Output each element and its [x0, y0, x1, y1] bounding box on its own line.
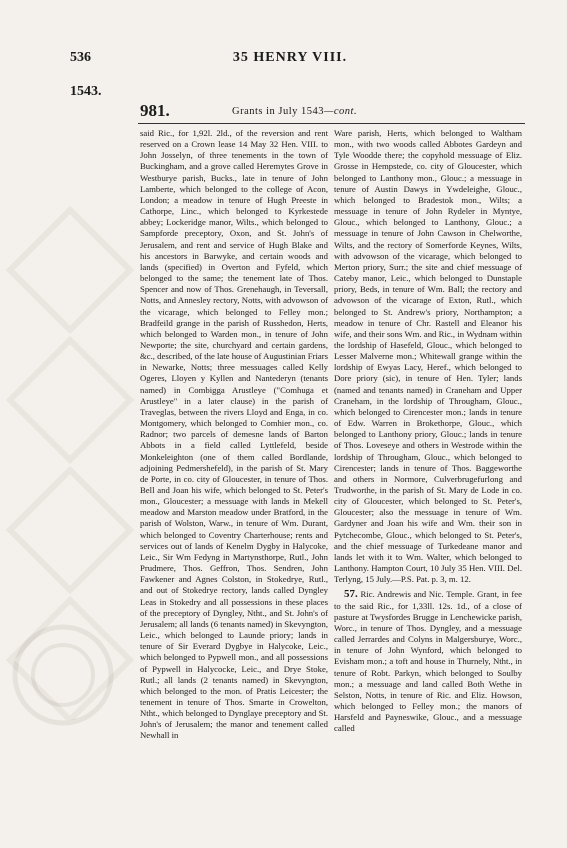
year-marker: 1543. — [70, 84, 102, 99]
seal-stamp — [8, 620, 118, 730]
left-column-text: said Ric., for 1,92l. 2ld., of the reversion and rent reserved on a Crown lease 14 May 32 Hen. VIII. to John Josselyn, of three tenements in the town of Buckingham, and a grove called Heremytes Grove in Westburye parish, Bucks., late in tenure of John Lamberte, which belonged to the college of Acon, London; a meadow in tenure of Hugh Preeste in Cathorpe, Linc., which belonged to Kyrkestede abbey; Lockeridge manor, Wilts., which belonged to Sampforde preceptory, Oxon, and St. John's of Jerusalem, and rent and service of Hugh Blake and his ancestors in Barwyke, and certain woods and lands (specified) in Overton and Fyfeld, which belonged to the same; the tenement late of Thos. Spencer and now of Thos. Grenehaugh, in Teversall, Notts, and Annesley rectory, Notts, with advowson of the vicarage, which belonged to Felley mon.; Bradfeild grange in the parish of Russhedon, Herts, which belonged to Warden mon., in tenure of John Newporte; the site, churchyard and certain gardens, &c., described, of the late house of Augustinian Friars in Newarke, Notts; three messuages called Kelly Ogeres, Lloyen y Kyllen and Nantederyn (tenants named) in Combigga Arustleye ("Comhuga et Arustleye" in a later clause) in the parish of Traveglas, between the rivers Lloyd and Enga, in co. Montgomery, which belonged to Comhier mon., co. Radnor; two parcels of demesne lands of Barton Abbots in a field called Lyttlefeld, beside Monkeleighton (one of them called Bordlande, adjoining Pedmershefeld), in the parish of St. Mary de Porte, in co. city of Gloucester, in tenure of Thos. Bell and Joan his wife, which belonged to St. Peter's mon., Gloucester; a messuage with lands in Mekell meadow and Marston meadow under Bratford, in the parish of Wolston, Warw., in tenure of Wm. Durant, which belonged to Coventry Charterhouse; rents and services out of lands of Kenelm Dygby in Halycoke, Leic., Sir Wm Fedyng in Martynsthorpe, Rutl., John Prudmere, Thos. Geffron, Thos. Sendren, John Fawkener and Agnes Colston, in Stokedrye, Rutl., and out of Stokedrye rectory, lands called Dyngley Leas in Stokedry and all possessions in these places of the preceptory of Dyngley, Ntht., and St. John's of Jerusalem; all lands (6 tenants named) in Skevyngton, Leic., which belonged to Launde priory; lands in tenure of Sir Everard Dygbye in Halycoke, Leic., which belonged to Pypwell mon., and all possessions of Pypwell in Halycocke, Leic., and Drye Stoke, Rutl.; all lands (2 tenants named) in Skevyngton, which belonged to the mon. of Pratis Leicester; the tenement in tenure of Thos. Smarte in Crowelton, Ntht., which belonged to Dynglaye preceptory and St. John's of Jerusalem; the manor and tenement called Newhall in — [140, 128, 328, 741]
running-title: 35 HENRY VIII. — [232, 50, 348, 65]
page-number: 536 — [70, 50, 91, 65]
right-column-continuation: Ware parish, Herts, which belonged to Waltham mon., with two woods called Abbotes Gardeyn and Tyle Woodde there; the copyhold messuage of Eliz. Grosse in Hempstede, co. city of Gloucester, which belonged to Lanthony mon., Glouc.; a messuage in tenure of Austin Dawys in Ywdeleighe, Glouc., which belonged to Bradestok mon., Wilts; a messuage in tenure of John Rydeler in Myntye, Glouc., which belonged to Lanthony, Glouc.; a messuage in tenure of John Cawson in Chelworthe, Wilts, and the rectory of Somerforde Keynes, Wilts, with advowson of the vicarage, which belonged to Merton priory, Surr.; the site and chief messuage of Cateby manor, Leic., which belonged to Dunstaple priory, Beds, in tenure of Wm. Ball; the rectory and advowson of the vicarage of Exton, Rutl., which belonged to St. Andrew's priory, Northampton; a meadow in tenure of Chr. Rastell and Eleanor his wife, and their sons Wm. and Ric., in Wydnam within the lordship of Hasefeld, Glouc., which belonged to Lesser Malverne mon.; Whitewall grange within the lordship of Ewyas Lacy, Heref., which belonged to Dore priory (sic), in tenure of Hen. Tyler; lands (named and tenants named) in Craneham and Upper Craneham, in the lordship of Througham, Glouc., which belonged to Cirencester mon.; lands in tenure of Edw. Warren in Brokethorpe, Glouc., which belonged to Lanthony priory, Glouc.; lands in tenure of Thos. Loveseye and others in Westrode within the lordship of Througham, Glouc., which belonged to Cirencester; lands in tenure of Thos. Baggeworthe and others in Normore, Culverbrugefurlong and Trudworthe, in the parish of St. Mary de Lode in co. city of Gloucester, which belonged to St. Peter's, Gloucester; also the messuage in tenure of Wm. Gardyner and Joan his wife and Wm. their son in Pytchecombe, Glouc., which belonged to St. Peter's, and the chief messuage of Turkedeane manor and lands let with it to Wm. Walter, which belonged to Lanthony. Hampton Court, 10 July 35 Hen. VIII. Del. Terlyng, 15 July.—P.S. Pat. p. 3, m. 12. — [334, 128, 522, 585]
entry-text: Ric. Andrewis and Nic. Temple. Grant, in fee to the said Ric., for 1,33ll. 12s. 1d., of a close of pasture at Twysfordes Brugge in Lenchewicke parish, Worc., in tenure of Thos. Dyngley, and a messuage called Jerrardes and Colyns in Malgersburye, Worc., in tenure of John Wynford, which belonged to Evisham mon.; a toft and house in Thurnely, Ntht., in tenure of Robt. Parkyn, which belonged to Soulby mon.; a messuage and land called Both Wethe in Selston, Notts, in tenure of Ric. and Eliz. Howson, which belonged to Felley mon.; the manors of Harsfeld and Payneswike, Glouc., and a messuage called — [334, 589, 522, 734]
entry-57 — [334, 589, 522, 734]
entry-number: 57. — [344, 588, 358, 601]
page-header — [70, 50, 510, 70]
section-heading-cont: —cont. — [324, 106, 358, 117]
grant-number: 981. — [140, 101, 170, 120]
right-column — [334, 128, 522, 734]
left-column — [140, 128, 328, 742]
header-rule — [138, 123, 525, 124]
section-heading — [232, 106, 357, 117]
section-heading-main: Grants in July 1543 — [232, 106, 325, 117]
